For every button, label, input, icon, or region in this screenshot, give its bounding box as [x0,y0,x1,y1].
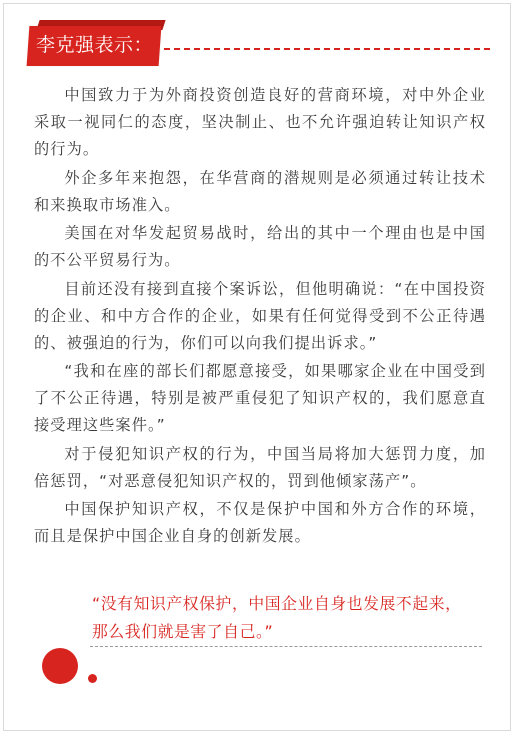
paragraph: 中国致力于为外商投资创造良好的营商环境，对中外企业采取一视同仁的态度，坚决制止、也不允许强迫转让知识产权的行为。 [34,86,486,158]
section-title: 李克强表示： [36,34,154,56]
paragraph: “我和在座的部长们都愿意接受，如果哪家企业在中国受到了不公正待遇，特别是被严重侵犯了知识产权的，我们愿意直接受理这些案件。” [34,362,486,434]
title-dashed-rule [164,48,490,50]
paragraph: 美国在对华发起贸易战时，给出的其中一个理由也是中国的不公平贸易行为。 [34,224,486,269]
decorative-dot-large [42,648,78,684]
paragraph: 对于侵犯知识产权的行为，中国当局将加大惩罚力度，加倍惩罚，“对恶意侵犯知识产权的，罚到他倾家荡产”。 [34,444,486,490]
paragraph: 中国保护知识产权，不仅是保护中国和外方合作的环境，而且是保护中国企业自身的创新发展。 [34,500,486,545]
paragraph: 外企多年来抱怨，在华营商的潜规则是必须通过转让技术和来换取市场准入。 [34,168,486,214]
pull-quote [92,590,484,646]
article-body [34,82,486,552]
pull-quote-line: 那么我们就是害了自己。” [92,622,274,641]
pull-quote-line: “没有知识产权保护，中国企业自身也发展不起来， [92,594,462,613]
decorative-dot-small [88,674,97,683]
quote-dashed-rule [90,646,482,647]
paragraph: 目前还没有接到直接个案诉讼，但他明确说：“在中国投资的企业、和中方合作的企业，如果有任何觉得受到不公正待遇的、被强迫的行为，你们可以向我们提出诉求。” [34,279,486,352]
